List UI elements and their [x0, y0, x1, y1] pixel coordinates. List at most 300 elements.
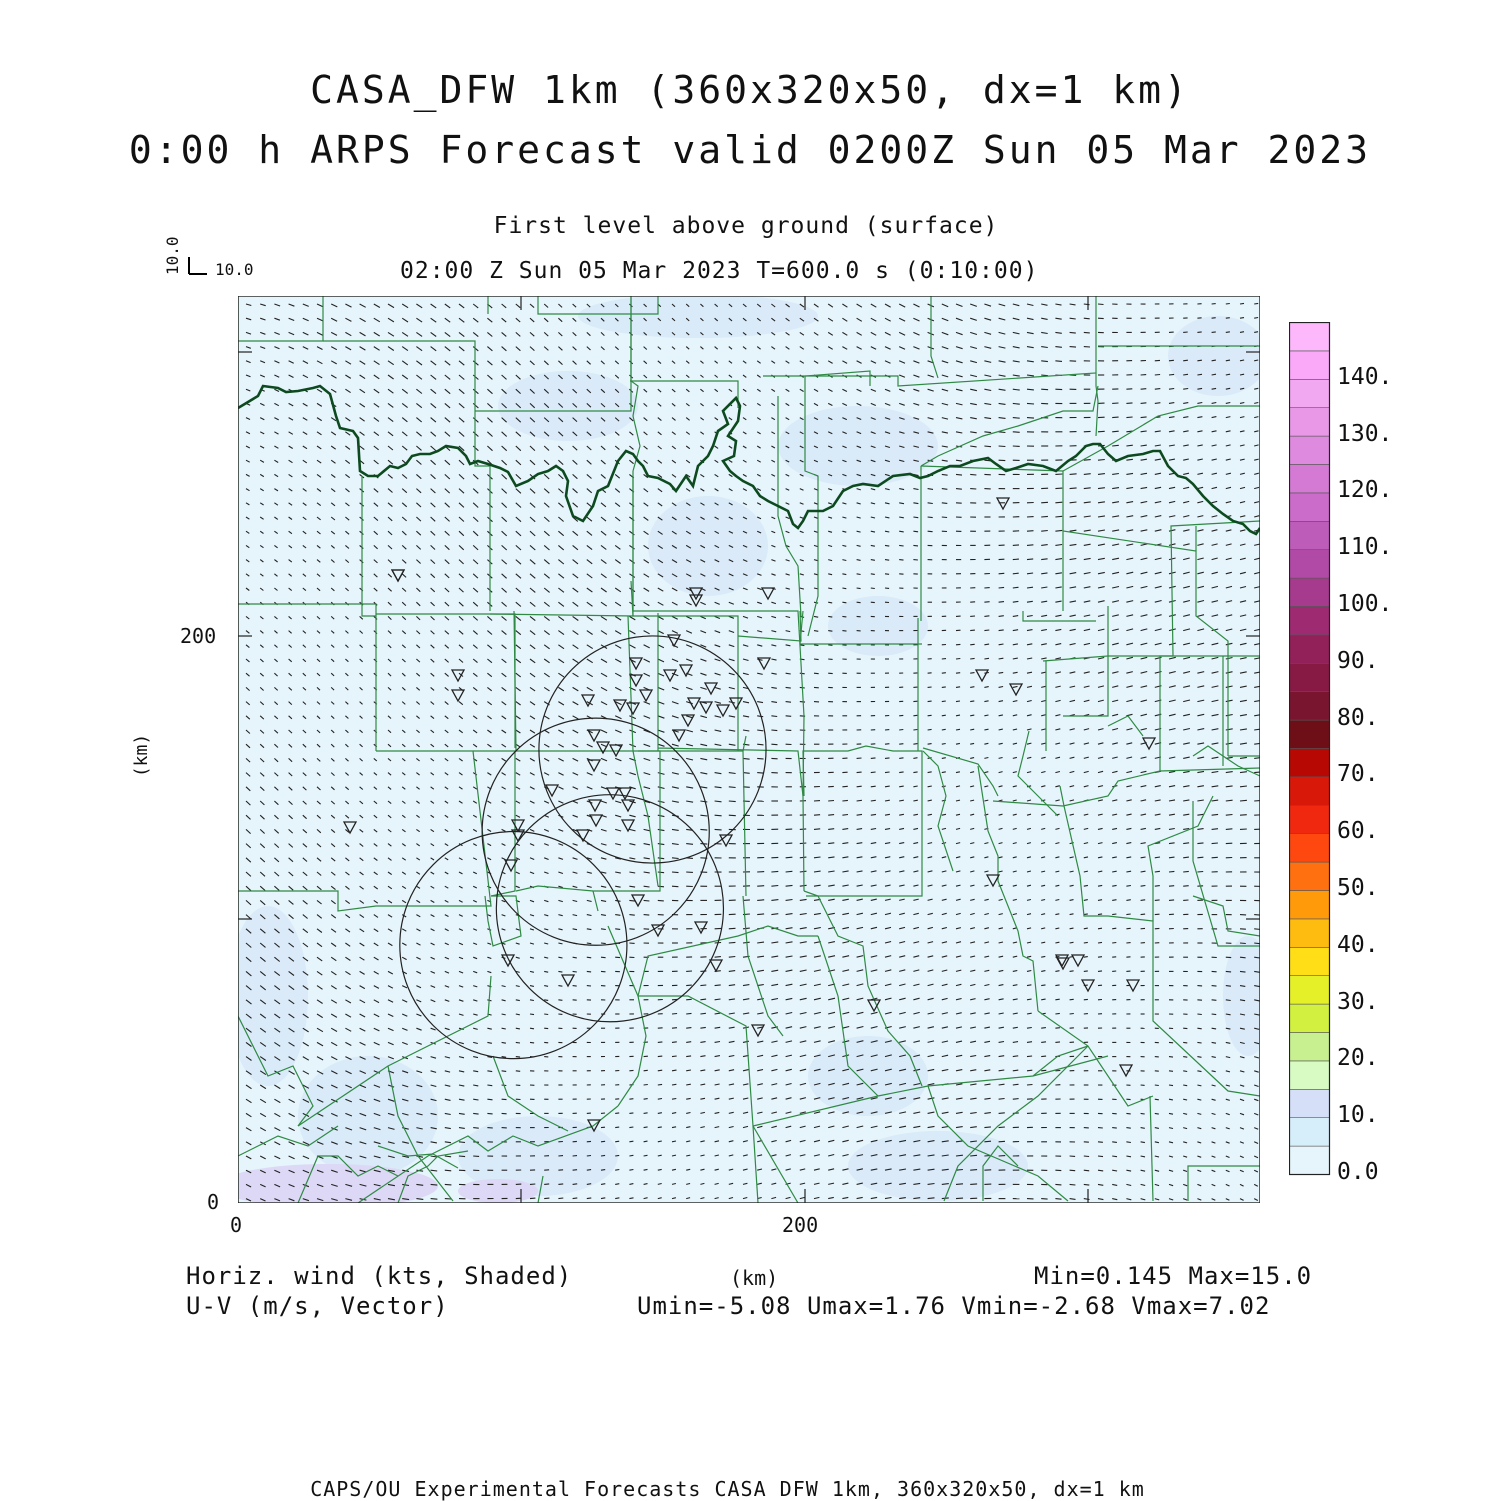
wind-vector — [1254, 360, 1258, 361]
wind-vector — [1070, 1184, 1076, 1185]
wind-vector — [942, 715, 946, 716]
wind-vector — [1226, 971, 1231, 972]
wind-vector — [1169, 1099, 1173, 1100]
wind-vector — [828, 829, 834, 830]
wind-vector — [686, 1013, 691, 1014]
wind-vector — [729, 928, 736, 929]
colorbar-cell — [1290, 692, 1330, 720]
wind-vector — [1013, 432, 1020, 433]
wind-vector — [558, 1198, 563, 1199]
wind-vector — [1183, 857, 1189, 858]
wind-vector — [1240, 815, 1247, 816]
wind-vector — [1041, 1042, 1046, 1043]
wind-vector — [899, 758, 903, 759]
wind-vector — [899, 545, 903, 546]
wind-vector — [1126, 417, 1132, 418]
wind-vector — [771, 744, 777, 745]
wind-vector — [1254, 772, 1260, 773]
wind-vector — [956, 659, 960, 660]
wind-vector — [644, 1127, 648, 1128]
wind-vector — [984, 446, 991, 447]
min-max-stats: Min=0.145 Max=15.0 — [1034, 1262, 1312, 1290]
wind-vector — [786, 843, 793, 844]
wind-vector — [885, 560, 889, 561]
wind-vector — [629, 915, 634, 916]
wind-vector — [644, 1169, 648, 1170]
wind-vector — [644, 1085, 648, 1086]
colorbar-cell — [1290, 493, 1330, 521]
wind-vector — [1169, 360, 1174, 361]
wind-vector — [857, 602, 861, 603]
wind-vector — [1041, 1028, 1046, 1029]
wind-vector — [530, 986, 534, 987]
wind-vector — [885, 545, 889, 546]
x-tick-label: 200 — [782, 1213, 818, 1237]
wind-vector — [445, 1170, 451, 1171]
wind-vector — [1098, 971, 1102, 972]
wind-vector — [1084, 1156, 1089, 1157]
wind-vector — [871, 786, 876, 787]
wind-vector — [1183, 360, 1188, 361]
wind-vector — [970, 644, 975, 645]
wind-vector — [644, 915, 650, 916]
wind-vector — [1197, 332, 1201, 333]
wind-vector — [1212, 843, 1218, 844]
wind-vector — [516, 1071, 520, 1072]
wind-vector — [1141, 1113, 1145, 1114]
wind-vector — [956, 772, 960, 773]
wind-vector — [587, 971, 591, 972]
wind-vector — [970, 658, 974, 659]
wind-vector — [686, 999, 692, 1000]
wind-vector — [1183, 1099, 1187, 1100]
wind-vector — [1126, 403, 1132, 404]
wind-vector — [913, 531, 918, 532]
wind-vector — [1212, 1014, 1217, 1015]
wind-vector — [1141, 886, 1146, 887]
wind-vector — [970, 1155, 977, 1156]
wind-vector — [544, 1000, 548, 1001]
wind-vector — [1055, 502, 1062, 503]
wind-vector — [899, 786, 904, 787]
wind-vector — [1041, 531, 1048, 532]
wind-vector — [970, 701, 974, 702]
wind-vector — [800, 673, 805, 674]
wind-vector — [672, 872, 679, 873]
wind-vector — [700, 971, 706, 972]
wind-vector — [1055, 1199, 1061, 1200]
wind-vector — [1141, 389, 1147, 390]
wind-vector — [1183, 871, 1189, 872]
wind-vector — [601, 1184, 605, 1185]
wind-vector — [1226, 986, 1231, 987]
wind-vector — [984, 602, 989, 603]
wind-vector — [757, 758, 763, 759]
wind-vector — [928, 715, 932, 716]
wind-vector — [1169, 374, 1174, 375]
wind-vector — [601, 957, 606, 958]
wind-vector — [1084, 928, 1088, 929]
wind-vector — [999, 630, 1004, 631]
wind-vector — [686, 985, 692, 986]
wind-vector — [1183, 1042, 1187, 1043]
wind-vector — [615, 915, 620, 916]
wind-vector — [1169, 871, 1174, 872]
wind-vector — [814, 815, 820, 816]
wind-vector — [672, 1141, 676, 1142]
wind-vector — [970, 743, 974, 744]
wind-vector — [1254, 915, 1260, 916]
wind-vector — [828, 801, 834, 802]
colorbar-tick-label: 100. — [1337, 591, 1392, 617]
wind-vector — [587, 957, 591, 958]
wind-vector — [1013, 1099, 1019, 1100]
colorbar-cell — [1290, 862, 1330, 890]
wind-vector — [942, 503, 948, 504]
wind-vector — [644, 1070, 648, 1071]
wind-vector — [1212, 1000, 1217, 1001]
wind-vector — [1055, 488, 1062, 489]
wind-vector — [1041, 516, 1048, 517]
wind-vector — [1197, 1028, 1201, 1029]
wind-vector — [1041, 502, 1048, 503]
wind-vector — [1055, 985, 1059, 986]
wind-vector — [871, 800, 876, 801]
wind-vector — [1155, 1099, 1159, 1100]
wind-vector — [1169, 1057, 1173, 1058]
wind-vector — [871, 588, 875, 589]
wind-vector — [1098, 957, 1102, 958]
wind-vector — [1212, 318, 1216, 319]
wind-vector — [999, 573, 1005, 574]
colorbar-cell — [1290, 635, 1330, 663]
wind-vector — [615, 1127, 619, 1128]
wind-vector — [544, 986, 548, 987]
wind-vector — [842, 616, 846, 617]
wind-vector — [558, 1000, 562, 1001]
colorbar — [1289, 322, 1331, 1176]
wind-vector — [942, 701, 946, 702]
wind-vector — [700, 829, 707, 830]
wind-vector — [871, 545, 875, 546]
wind-vector — [857, 800, 862, 801]
wind-vector — [615, 1113, 619, 1114]
wind-vector — [786, 687, 791, 688]
wind-vector — [1027, 389, 1034, 390]
colorbar-tick-label: 30. — [1337, 989, 1379, 1015]
wind-vector — [1070, 900, 1074, 901]
wind-vector — [573, 986, 577, 987]
level-subtitle: First level above ground (surface) — [0, 213, 1492, 239]
wind-vector — [1055, 1184, 1061, 1185]
wind-vector — [530, 1198, 535, 1199]
wind-vector — [1098, 460, 1105, 461]
colorbar-cell — [1290, 1118, 1330, 1146]
wind-vector — [1041, 375, 1048, 376]
wind-vector — [942, 517, 947, 518]
wind-vector — [956, 1184, 963, 1185]
wind-vector — [885, 786, 890, 787]
wind-vector — [686, 1028, 691, 1029]
wind-vector — [771, 716, 777, 717]
wind-vector — [487, 1113, 492, 1114]
wind-vector — [1155, 871, 1160, 872]
wind-vector — [658, 1099, 662, 1100]
wind-vector — [1112, 1156, 1117, 1157]
wind-vector — [473, 1113, 478, 1114]
wind-vector — [757, 744, 763, 745]
wind-vector — [1112, 445, 1119, 446]
wind-vector — [956, 743, 960, 744]
wind-vector — [1055, 971, 1059, 972]
wind-vector — [558, 986, 562, 987]
title-line-2: 0:00 h ARPS Forecast valid 0200Z Sun 05 Mar 2023 — [0, 128, 1500, 172]
wind-vector — [1070, 928, 1074, 929]
wind-vector — [757, 886, 764, 887]
wind-vector — [1254, 943, 1260, 944]
wind-vector — [658, 1113, 662, 1114]
wind-vector — [473, 1128, 479, 1129]
wind-vector — [970, 1184, 977, 1185]
wind-vector — [942, 729, 946, 730]
wind-vector — [885, 574, 889, 575]
wind-vector — [1055, 942, 1059, 943]
wind-vector — [1055, 1042, 1060, 1043]
colorbar-tick-label: 50. — [1337, 875, 1379, 901]
wind-vector — [1240, 318, 1244, 319]
valid-time-line: 02:00 Z Sun 05 Mar 2023 T=600.0 s (0:10:00) — [400, 258, 1038, 284]
wind-vector — [885, 758, 890, 759]
wind-vector — [1084, 942, 1088, 943]
colorbar-cell — [1290, 465, 1330, 493]
wind-vector — [970, 729, 974, 730]
wind-vector — [1041, 1070, 1046, 1071]
wind-vector — [786, 702, 791, 703]
wind-vector — [1169, 900, 1174, 901]
wind-vector — [558, 1184, 563, 1185]
wind-vector — [644, 1155, 648, 1156]
wind-vector — [700, 985, 706, 986]
wind-vector — [672, 1099, 676, 1100]
wind-vector — [1169, 857, 1175, 858]
wind-vector — [1212, 360, 1216, 361]
wind-vector — [672, 1014, 677, 1015]
wind-vector — [1098, 914, 1102, 915]
wind-vector — [970, 715, 974, 716]
wind-vector — [1027, 1085, 1033, 1086]
wind-vector — [1084, 332, 1090, 333]
wind-vector — [601, 1141, 605, 1142]
wind-vector — [1126, 1142, 1131, 1143]
wind-vector — [629, 1170, 633, 1171]
wind-vector — [956, 715, 960, 716]
wind-vector — [1084, 971, 1088, 972]
wind-vector — [1197, 1014, 1201, 1015]
wind-vector — [672, 1042, 677, 1043]
wind-vector — [729, 957, 736, 958]
wind-vector — [828, 631, 832, 632]
wind-vector — [828, 588, 832, 589]
wind-vector — [771, 871, 778, 872]
wind-vector — [928, 517, 933, 518]
wind-vector — [658, 1169, 662, 1170]
wind-vector — [1212, 857, 1218, 858]
wind-vector — [1240, 957, 1246, 958]
wind-vector — [1055, 999, 1059, 1000]
wind-vector — [1254, 303, 1258, 304]
wind-vector — [970, 1170, 977, 1171]
wind-vector — [1155, 900, 1160, 901]
wind-vector — [573, 1198, 578, 1199]
wind-vector — [601, 1155, 605, 1156]
wind-vector — [1254, 318, 1258, 319]
colorbar-cell — [1290, 834, 1330, 862]
wind-vector — [828, 645, 832, 646]
colorbar-cell — [1290, 550, 1330, 578]
wind-vector — [615, 1184, 619, 1185]
wind-vector — [1112, 431, 1119, 432]
wind-vector — [729, 942, 736, 943]
wind-vector — [942, 744, 946, 745]
wind-vector — [999, 616, 1004, 617]
wind-vector — [1126, 886, 1131, 887]
wind-vector — [857, 786, 862, 787]
wind-vector — [1098, 928, 1102, 929]
wind-vector — [615, 1155, 619, 1156]
wind-vector — [1098, 304, 1104, 305]
wind-vector — [1027, 531, 1034, 532]
colorbar-cell — [1290, 408, 1330, 436]
uv-stats: Umin=-5.08 Umax=1.76 Vmin=-2.68 Vmax=7.02 — [637, 1292, 1270, 1320]
wind-vector — [658, 1042, 663, 1043]
wind-vector — [814, 829, 820, 830]
wind-vector — [1112, 1128, 1117, 1129]
wind-vector — [1112, 928, 1116, 929]
colorbar-cell — [1290, 521, 1330, 549]
wind-vector — [970, 673, 974, 674]
colorbar-tick-label: 60. — [1337, 818, 1379, 844]
wind-vector — [487, 1099, 492, 1100]
wind-vector — [1169, 1085, 1173, 1086]
wind-vector — [814, 673, 819, 674]
wind-vector — [1226, 829, 1233, 830]
wind-vector — [487, 1085, 492, 1086]
wind-vector — [1041, 1056, 1046, 1057]
wind-vector — [1027, 559, 1033, 560]
wind-vector — [743, 928, 750, 929]
colorbar-tick-label: 70. — [1337, 761, 1379, 787]
wind-vector — [1254, 786, 1260, 787]
wind-vector — [1155, 1085, 1159, 1086]
wind-vector — [615, 929, 620, 930]
colorbar-cell — [1290, 777, 1330, 805]
wind-vector — [1197, 857, 1203, 858]
wind-vector — [729, 787, 736, 788]
wind-vector — [984, 1127, 991, 1128]
wind-vector — [999, 1099, 1005, 1100]
wind-vector — [913, 758, 917, 759]
wind-vector — [970, 474, 976, 475]
wind-vector — [573, 1170, 578, 1171]
wind-vector — [899, 560, 903, 561]
wind-vector — [1240, 374, 1244, 375]
colorbar-cell — [1290, 351, 1330, 379]
wind-vector — [1027, 418, 1034, 419]
wind-vector — [1155, 403, 1161, 404]
wind-vector — [970, 630, 975, 631]
wind-vector — [842, 602, 846, 603]
wind-vector — [913, 772, 917, 773]
wind-vector — [1013, 559, 1019, 560]
wind-vector — [715, 829, 722, 830]
wind-vector — [658, 872, 664, 873]
wind-vector — [1041, 985, 1045, 986]
wind-vector — [984, 644, 989, 645]
wind-vector — [629, 1113, 633, 1114]
wind-vector — [999, 446, 1006, 447]
wind-vector — [842, 631, 846, 632]
wind-vector — [1141, 403, 1147, 404]
y-tick-label: 200 — [180, 624, 216, 648]
wind-vector — [1027, 1056, 1032, 1057]
wind-vector — [828, 602, 832, 603]
wind-vector — [658, 1056, 663, 1057]
colorbar-cell — [1290, 379, 1330, 407]
x-tick-label: 0 — [230, 1213, 242, 1237]
wind-vector — [1254, 801, 1260, 802]
wind-vector — [601, 943, 606, 944]
wind-vector — [984, 729, 988, 730]
wind-vector — [530, 1042, 534, 1043]
wind-vector — [644, 1099, 648, 1100]
wind-vector — [644, 1141, 648, 1142]
wind-vector — [1183, 1057, 1187, 1058]
wind-vector — [1212, 1028, 1217, 1029]
wind-vector — [814, 659, 819, 660]
wind-vector — [743, 900, 750, 901]
wind-vector — [544, 1184, 549, 1185]
wind-vector — [857, 588, 861, 589]
wind-vector — [544, 1014, 548, 1015]
wind-vector — [942, 758, 946, 759]
wind-vector — [871, 758, 876, 759]
wind-vector — [828, 815, 834, 816]
wind-vector — [502, 1057, 507, 1058]
wind-vector — [842, 800, 848, 801]
wind-vector — [729, 801, 736, 802]
wind-vector — [842, 786, 847, 787]
colorbar-cell — [1290, 1146, 1330, 1174]
wind-vector — [999, 602, 1004, 603]
wind-vector — [1141, 900, 1146, 901]
wind-vector — [1070, 332, 1076, 333]
wind-vector — [1013, 1084, 1019, 1085]
wind-vector — [530, 1000, 534, 1001]
wind-vector — [700, 1013, 706, 1014]
wind-vector — [970, 758, 974, 759]
wind-vector — [629, 1155, 633, 1156]
wind-vector — [1098, 1156, 1103, 1157]
wind-vector — [842, 574, 846, 575]
wind-vector — [715, 985, 721, 986]
wind-vector — [1212, 332, 1216, 333]
wind-vector — [871, 772, 876, 773]
wind-vector — [1070, 347, 1076, 348]
colorbar-cell — [1290, 578, 1330, 606]
wind-vector — [1027, 545, 1033, 546]
wind-vector — [984, 658, 989, 659]
colorbar-cell — [1290, 1004, 1330, 1032]
